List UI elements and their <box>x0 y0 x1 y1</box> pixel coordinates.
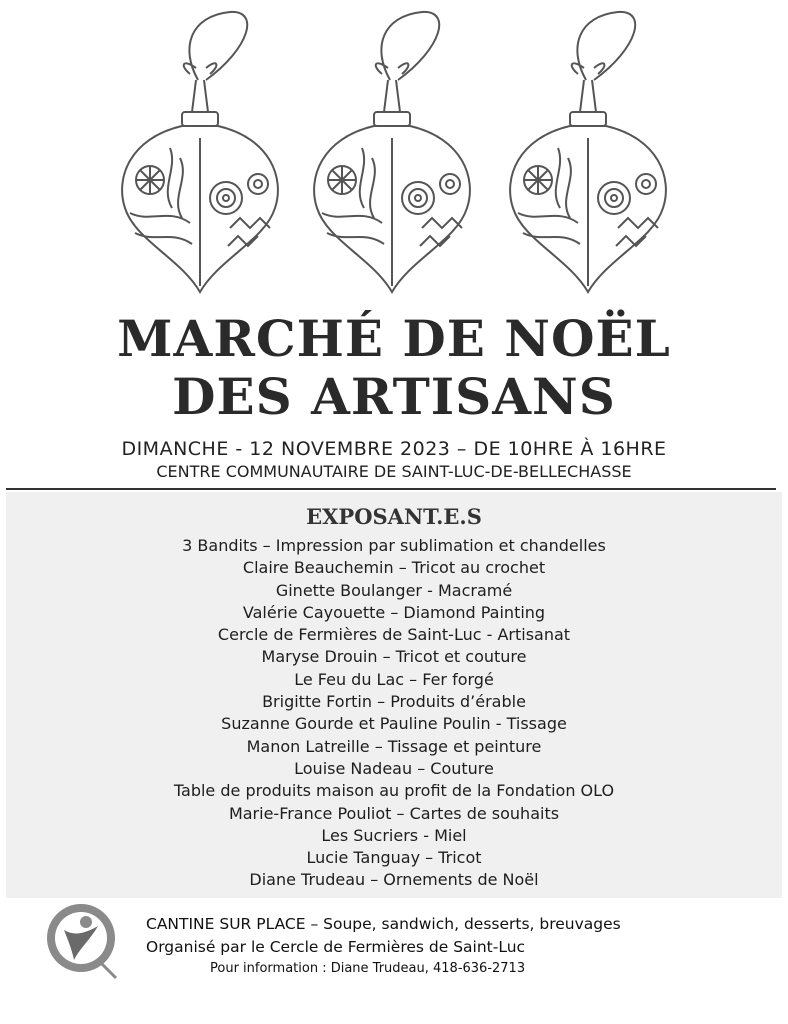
list-item: Table de produits maison au profit de la Fondation OLO <box>173 781 615 801</box>
ornaments-banner <box>0 0 788 300</box>
page-title-line-1: MARCHÉ DE NOËL <box>117 309 671 368</box>
list-item: Suzanne Gourde et Pauline Poulin - Tissage <box>221 714 567 734</box>
event-venue: CENTRE COMMUNAUTAIRE DE SAINT-LUC-DE-BELLECHASSE <box>156 462 632 481</box>
list-item: Maryse Drouin – Tricot et couture <box>261 647 527 667</box>
list-item: Diane Trudeau – Ornements de Noël <box>249 870 539 890</box>
canteen-info: CANTINE SUR PLACE – Soupe, sandwich, desserts, breuvages <box>146 915 621 933</box>
list-item: 3 Bandits – Impression par sublimation et chandelles <box>182 536 606 555</box>
list-item: Marie-France Pouliot – Cartes de souhaits <box>228 803 560 823</box>
list-item: Lucie Tanguay – Tricot <box>306 848 482 868</box>
event-date: DIMANCHE - 12 NOVEMBRE 2023 – DE 10HRE À 16HRE <box>121 438 667 460</box>
divider <box>6 488 776 490</box>
christmas-ornament-icon <box>110 8 290 300</box>
list-item: Brigitte Fortin – Produits d’érable <box>262 692 526 712</box>
list-item: Valérie Cayouette – Diamond Painting <box>242 602 546 622</box>
list-item: Claire Beauchemin – Tricot au crochet <box>242 558 546 578</box>
list-item: Cercle de Fermières de Saint-Luc - Artisanat <box>217 625 571 645</box>
list-item: Les Sucriers - Miel <box>321 825 467 845</box>
christmas-ornament-icon <box>302 8 482 300</box>
contact-info: Pour information : Diane Trudeau, 418-636-2713 <box>210 961 526 976</box>
exhibitors-list <box>0 535 788 892</box>
list-item: Ginette Boulanger - Macramé <box>275 580 513 600</box>
list-item: Louise Nadeau – Couture <box>294 758 494 778</box>
cercle-fermieres-logo <box>40 900 122 982</box>
exhibitors-heading: EXPOSANT.E.S <box>306 504 482 529</box>
christmas-ornament-icon <box>498 8 678 300</box>
organizer-info: Organisé par le Cercle de Fermières de Saint-Luc <box>146 938 526 956</box>
list-item: Manon Latreille – Tissage et peinture <box>246 736 542 756</box>
list-item: Le Feu du Lac – Fer forgé <box>294 669 494 689</box>
page-title-line-2: DES ARTISANS <box>172 367 616 426</box>
